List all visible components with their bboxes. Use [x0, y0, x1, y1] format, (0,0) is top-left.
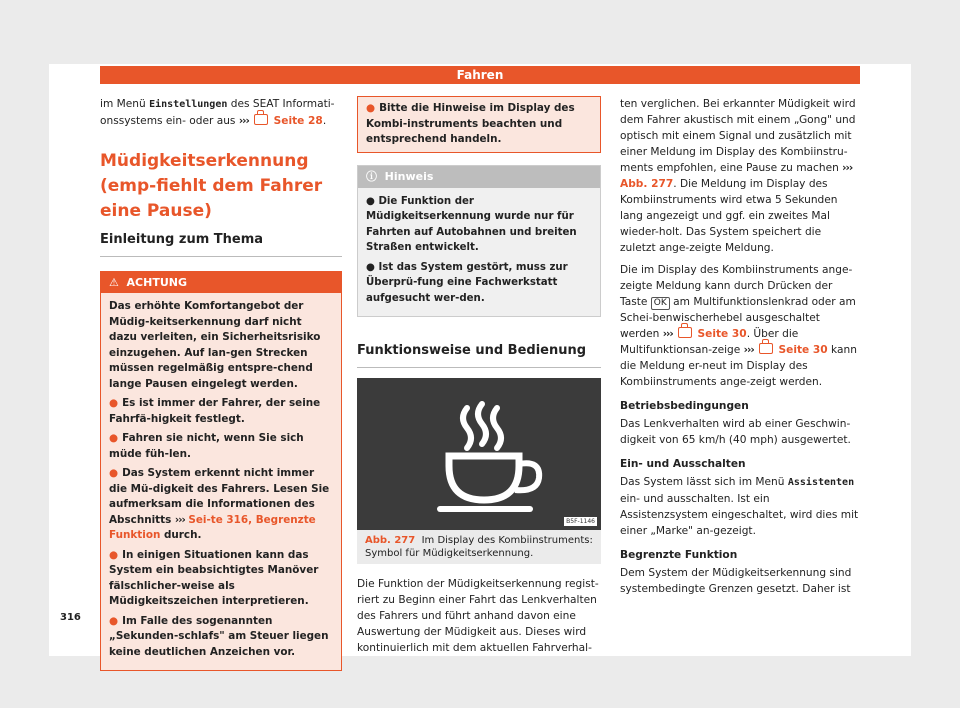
ok-key-symbol: OK	[651, 297, 670, 310]
figure-label: Abb. 277	[365, 535, 416, 546]
list-item: ● Die Funktion der Müdigkeitserkennung wurde nur für Fahrten auf Autobahnen und breiten Straßen entwickelt.	[366, 195, 577, 253]
column-left	[100, 96, 342, 671]
bullet-icon: ●	[109, 432, 119, 444]
subheading: Betriebsbedingungen	[620, 400, 749, 412]
bullet-icon: ●	[109, 614, 119, 627]
body-paragraph: Die Funktion der Müdigkeitserkennung regist-riert zu Beginn einer Fahrt das Lenkverhalten des Fahrers und führt anhand davon eine Auswertung der Müdigkeit aus. Dieses wird kontinuierlich mit dem aktuellen Fahrverhal-	[357, 578, 599, 654]
column-right	[620, 96, 860, 603]
bullet-icon: ●	[109, 548, 119, 561]
intro-paragraph: im Menü Einstellungen des SEAT Informati-onssystems ein- oder aus ››› Seite 28.	[100, 98, 335, 127]
note-box	[357, 165, 601, 318]
subheading: Begrenzte Funktion	[620, 549, 738, 561]
body-paragraph: Das System lässt sich im Menü Assistenten ein- und ausschalten. Ist ein Assistenzsystem eingeschaltet, wird dies mit einer „Marke" an-gezeigt.	[620, 476, 859, 537]
page-ref-link[interactable]: Seite 28	[273, 115, 323, 127]
body-paragraph: Dem System der Müdigkeitserkennung sind systembedingte Grenzen gesetzt. Daher ist	[620, 567, 852, 595]
page-number: 316	[60, 612, 81, 623]
body-paragraph: ten verglichen. Bei erkannter Müdigkeit wird dem Fahrer akustisch mit einem „Gong" und optisch mit einem Signal und zusätzlich mit einer Meldung im Display des Kombiinstru-ments empfohlen, eine Pause zu machen ››› Abb. 277. Die Meldung im Display des Kombiinstruments wird etwa 5 Sekunden lang angezeigt und ggf. ein zweites Mal wieder-holt. Das System speichert die zuletzt ange-zeigte Meldung.	[620, 98, 856, 254]
figure-image	[357, 378, 601, 530]
page-ref-link[interactable]: Seite 30	[697, 328, 747, 340]
figure-code: B5F-1146	[566, 518, 595, 525]
bullet-icon: ●	[109, 397, 119, 409]
warning-continued: ● Bitte die Hinweise im Display des Kombi-instruments beachten und entsprechend handeln.	[357, 96, 601, 153]
info-icon: ⓘ	[366, 169, 377, 183]
bullet-icon: ●	[366, 195, 379, 207]
body-paragraph: Das Lenkverhalten wird ab einer Geschwin-digkeit von 65 km/h (40 mph) ausgewertet.	[620, 418, 851, 446]
warning-header: ⚠ ACHTUNG	[101, 272, 341, 293]
menu-name: Assistenten	[787, 477, 855, 488]
section-heading: Funktionsweise und Bedienung	[357, 343, 601, 368]
warning-body: Das erhöhte Komfortangebot der Müdig-keitserkennung darf nicht dazu verleiten, ein Sicherheitsrisiko einzugehen. Auf lan-gen Strecken müssen regelmäßig entspre-chend lange Pausen eingelegt werden. ● Es ist immer der Fahrer, der seine Fahrfä-higkeit festlegt. ● Fahren sie nicht, wenn Sie sich müde füh-len. ● Das System erkennt nicht immer die Mü-digkeit des Fahrers. Lesen Sie aufmerksam die Informationen des Abschnitts ››› Sei-te 316, Begrenzte Funktion durch. ● In einigen Situationen kann das System ein beabsichtigtes Manöver fälschlicher-weise als Müdigkeitszeichen interpretieren. ● Im Falle des sogenannten „Sekunden-schlafs" am Steuer liegen keine deutlichen Anzeichen vor.	[101, 293, 341, 670]
list-item: ● In einigen Situationen kann das System ein beabsichtigtes Manöver fälschlicher-weise als Müdigkeitszeichen interpretieren.	[109, 548, 319, 607]
bullet-icon: ●	[366, 261, 379, 273]
chapter-header: Fahren	[100, 66, 860, 84]
section-title: Müdigkeitserkennung (emp-fiehlt dem Fahrer eine Pause)	[100, 151, 323, 221]
warning-box	[100, 271, 342, 671]
note-header: ⓘ Hinweis	[358, 166, 600, 188]
page-ref-link[interactable]: Seite 30	[778, 344, 828, 356]
column-middle	[357, 96, 601, 662]
note-body	[358, 188, 600, 317]
warning-triangle-icon: ⚠	[109, 276, 119, 289]
section-subtitle: Einleitung zum Thema	[100, 232, 342, 257]
coffee-cup-icon	[357, 378, 601, 530]
list-item: ● Ist das System gestört, muss zur Überprü-fung eine Fachwerkstatt aufgesucht wer-den.	[366, 261, 568, 304]
book-ref-icon	[254, 114, 268, 125]
page-ref-link[interactable]: Sei-te 316, Begrenzte Funktion	[109, 513, 316, 541]
body-paragraph: Die im Display des Kombiinstruments ange-zeigte Meldung kann durch Drücken der Taste OK am Multifunktionslenkrad oder am Schei-benwischerhebel ausgeschaltet werden ››› Seite 30. Über die Multifunktionsan-zeige ››› Seite 30 kann die Meldung er-neut im Display des Kombiinstruments ange-zeigt werden.	[620, 264, 857, 388]
list-item: ● Das System erkennt nicht immer die Mü-digkeit des Fahrers. Lesen Sie aufmerksam die Informationen des Abschnitts ››› Sei-te 316, Begrenzte Funktion durch.	[109, 467, 330, 541]
figure-caption: Abb. 277 Im Display des Kombiinstruments: Symbol für Müdigkeitserkennung.	[357, 530, 601, 564]
figure-ref-link[interactable]: Abb. 277	[620, 178, 674, 190]
list-item: ● Es ist immer der Fahrer, der seine Fahrfä-higkeit festlegt.	[109, 397, 321, 425]
bullet-icon: ●	[109, 467, 119, 479]
subheading: Ein- und Ausschalten	[620, 458, 746, 470]
book-ref-icon	[759, 343, 773, 354]
book-ref-icon	[678, 327, 692, 338]
list-item: ● Im Falle des sogenannten „Sekunden-schlafs" am Steuer liegen keine deutlichen Anzeichen vor.	[109, 614, 329, 658]
list-item: ● Fahren sie nicht, wenn Sie sich müde füh-len.	[109, 432, 304, 460]
bullet-icon: ●	[366, 102, 376, 114]
menu-name: Einstellungen	[149, 99, 228, 110]
